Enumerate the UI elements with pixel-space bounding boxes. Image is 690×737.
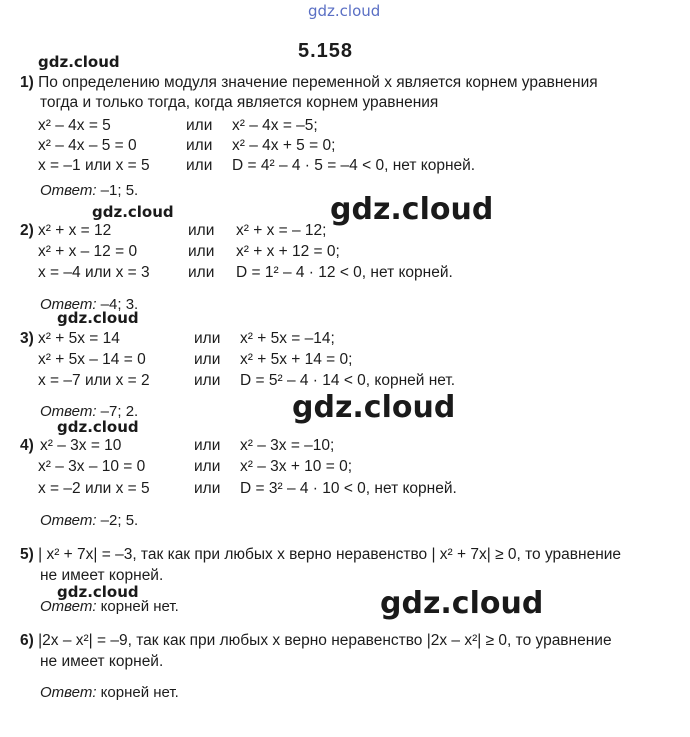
or-word: или bbox=[188, 222, 215, 239]
equation-left: x² + x – 12 = 0 bbox=[38, 243, 138, 260]
equation-right: x² + x = – 12; bbox=[236, 222, 327, 239]
page-title: 5.158 bbox=[298, 40, 354, 62]
answer-label: Ответ: bbox=[40, 296, 97, 313]
answer-value: корней нет. bbox=[100, 598, 179, 615]
answer-label: Ответ: bbox=[40, 684, 97, 701]
equation-left: x = –4 или x = 3 bbox=[38, 264, 150, 281]
answer bbox=[40, 512, 138, 529]
equation-row bbox=[38, 243, 658, 261]
answer-label: Ответ: bbox=[40, 598, 97, 615]
problem-number: 3) bbox=[20, 330, 34, 347]
watermark: gdz.cloud bbox=[57, 418, 139, 436]
watermark: gdz.cloud bbox=[38, 53, 120, 71]
or-word: или bbox=[194, 330, 221, 347]
watermark: gdz.cloud bbox=[57, 309, 139, 327]
or-word: или bbox=[188, 264, 215, 281]
equation-row bbox=[38, 351, 658, 369]
problem-5-text-line2: не имеет корней. bbox=[40, 567, 164, 584]
equation-row bbox=[38, 117, 658, 135]
answer bbox=[40, 403, 138, 420]
or-word: или bbox=[194, 351, 221, 368]
equation-right: D = 5² – 4 · 14 < 0, корней нет. bbox=[240, 372, 456, 389]
equation-row bbox=[20, 437, 660, 455]
equation-left: x² – 3x = 10 bbox=[40, 437, 122, 454]
equation-row bbox=[20, 222, 660, 240]
problem-text: |2x – x²| = –9, так как при любых x верно неравенство |2x – x²| ≥ 0, то уравнение bbox=[38, 632, 612, 649]
answer-label: Ответ: bbox=[40, 182, 97, 199]
equation-right: x² – 4x + 5 = 0; bbox=[232, 137, 336, 154]
equation-left: x = –2 или x = 5 bbox=[38, 480, 150, 497]
equation-row bbox=[38, 157, 658, 175]
watermark-top[interactable]: gdz.cloud bbox=[308, 2, 381, 20]
equation-right: x² – 3x = –10; bbox=[240, 437, 335, 454]
or-word: или bbox=[194, 372, 221, 389]
equation-left: x² + 5x = 14 bbox=[38, 330, 120, 347]
or-word: или bbox=[194, 458, 221, 475]
equation-left: x = –7 или x = 2 bbox=[38, 372, 150, 389]
answer bbox=[40, 296, 138, 313]
equation-row bbox=[38, 458, 658, 476]
equation-right: x² + 5x + 14 = 0; bbox=[240, 351, 353, 368]
problem-number: 1) bbox=[20, 74, 34, 91]
equation-row bbox=[20, 330, 660, 348]
problem-1-text bbox=[20, 74, 598, 92]
problem-number: 4) bbox=[20, 437, 34, 454]
equation-left: x² + x = 12 bbox=[38, 222, 112, 239]
equation-left: x = –1 или x = 5 bbox=[38, 157, 150, 174]
answer bbox=[40, 598, 179, 615]
equation-right: x² – 4x = –5; bbox=[232, 117, 318, 134]
answer-value: –4; 3. bbox=[100, 296, 139, 313]
equation-left: x² – 4x = 5 bbox=[38, 117, 111, 134]
answer-value: –1; 5. bbox=[100, 182, 139, 199]
answer-value: –7; 2. bbox=[100, 403, 139, 420]
answer-value: корней нет. bbox=[100, 684, 179, 701]
equation-right: D = 4² – 4 · 5 = –4 < 0, нет корней. bbox=[232, 157, 476, 174]
answer bbox=[40, 182, 138, 199]
or-word: или bbox=[194, 437, 221, 454]
watermark: gdz.cloud bbox=[57, 583, 139, 601]
watermark: gdz.cloud bbox=[92, 203, 174, 221]
problem-5-text bbox=[20, 546, 621, 564]
equation-left: x² + 5x – 14 = 0 bbox=[38, 351, 146, 368]
answer-label: Ответ: bbox=[40, 403, 97, 420]
or-word: или bbox=[188, 243, 215, 260]
watermark: gdz.cloud bbox=[330, 192, 494, 227]
or-word: или bbox=[194, 480, 221, 497]
equation-left: x² – 3x – 10 = 0 bbox=[38, 458, 146, 475]
problem-6-text bbox=[20, 632, 612, 650]
equation-right: x² + 5x = –14; bbox=[240, 330, 335, 347]
equation-row bbox=[38, 480, 658, 498]
problem-1-text-line2: тогда и только тогда, когда является корнем уравнения bbox=[40, 94, 439, 111]
or-word: или bbox=[186, 117, 213, 134]
equation-right: D = 3² – 4 · 10 < 0, нет корней. bbox=[240, 480, 457, 497]
equation-row bbox=[38, 137, 658, 155]
equation-right: x² + x + 12 = 0; bbox=[236, 243, 340, 260]
or-word: или bbox=[186, 157, 213, 174]
problem-6-text-line2: не имеет корней. bbox=[40, 653, 164, 670]
watermark: gdz.cloud bbox=[292, 390, 456, 425]
equation-row bbox=[38, 264, 658, 282]
equation-right: D = 1² – 4 · 12 < 0, нет корней. bbox=[236, 264, 453, 281]
equation-right: x² – 3x + 10 = 0; bbox=[240, 458, 353, 475]
or-word: или bbox=[186, 137, 213, 154]
problem-number: 5) bbox=[20, 546, 34, 563]
equation-left: x² – 4x – 5 = 0 bbox=[38, 137, 137, 154]
answer bbox=[40, 684, 179, 701]
problem-text: По определению модуля значение переменной x является корнем уравнения bbox=[38, 74, 598, 91]
problem-text: | x² + 7x| = –3, так как при любых x верно неравенство | x² + 7x| ≥ 0, то уравнение bbox=[38, 546, 622, 563]
problem-number: 6) bbox=[20, 632, 34, 649]
answer-value: –2; 5. bbox=[100, 512, 139, 529]
answer-label: Ответ: bbox=[40, 512, 97, 529]
watermark: gdz.cloud bbox=[380, 586, 544, 621]
equation-row bbox=[38, 372, 658, 390]
problem-number: 2) bbox=[20, 222, 34, 239]
